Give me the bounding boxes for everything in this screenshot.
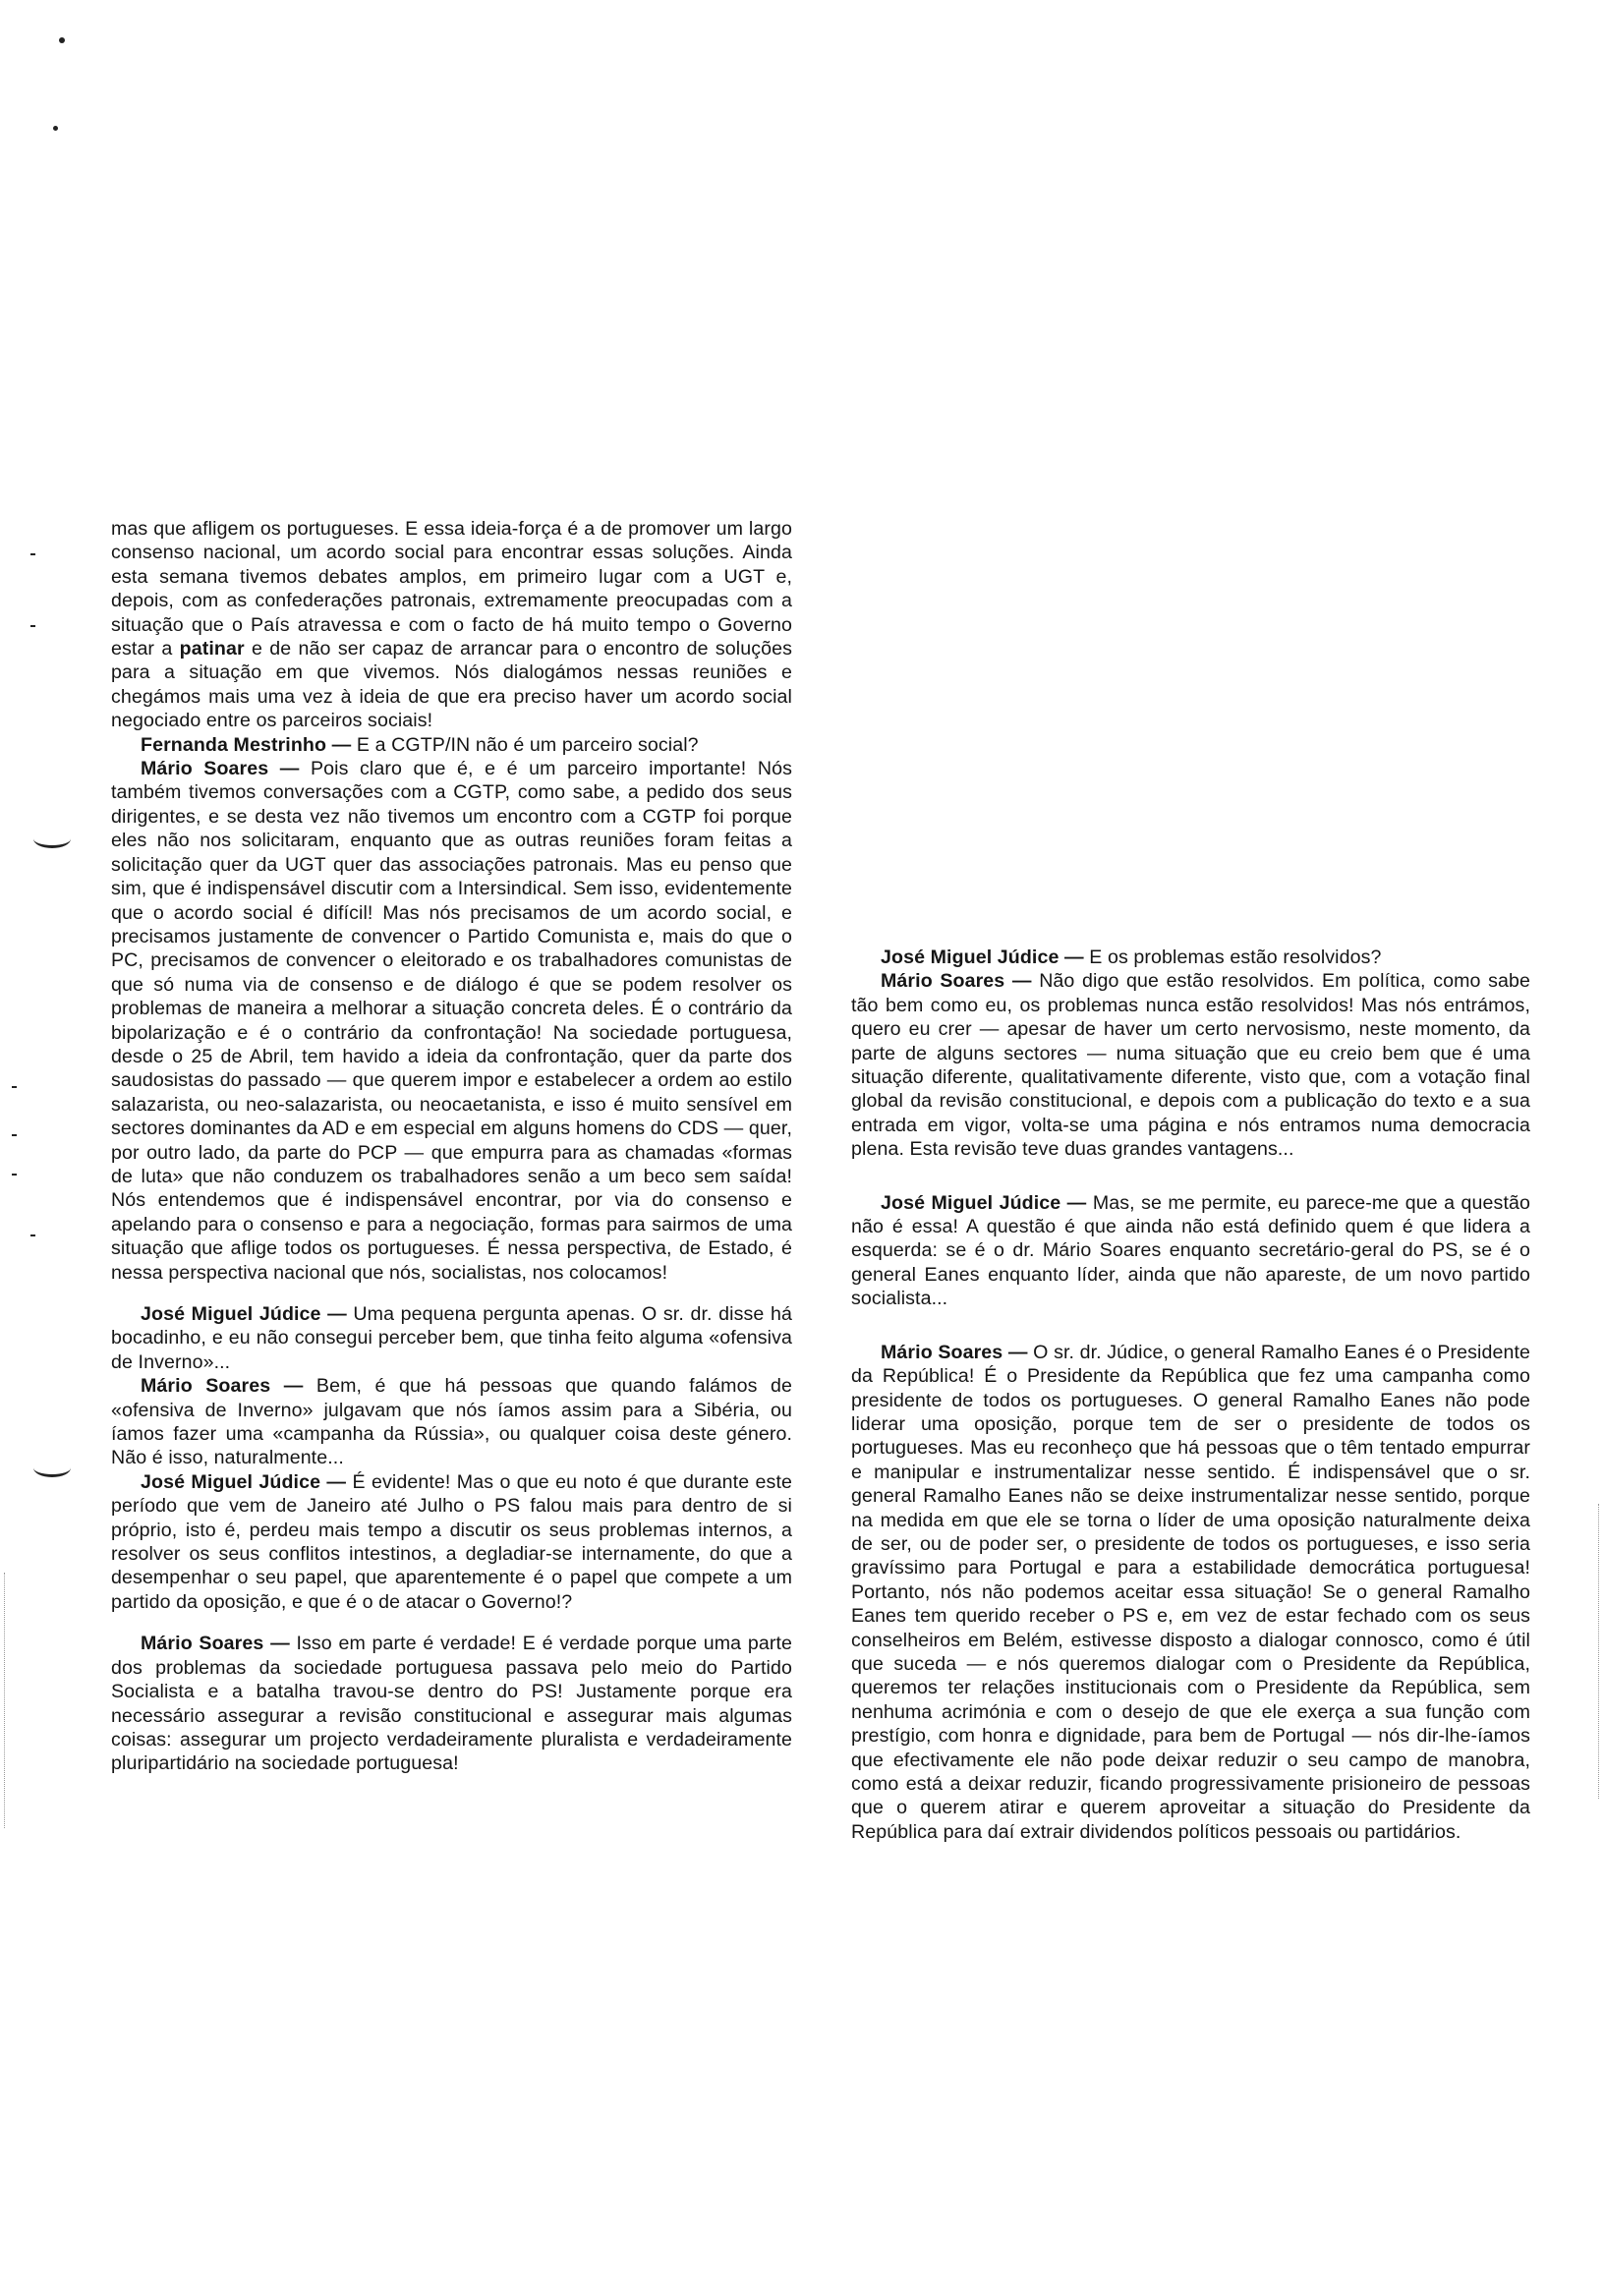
speaker-name: Mário Soares <box>141 758 269 780</box>
paragraph <box>111 733 792 757</box>
paragraph <box>851 1191 1530 1311</box>
paragraph-text: Isso em parte é verdade! E é verdade porque uma parte dos problemas da sociedade portuguesa passava pelo meio do Partido Socialista e a batalha travou-se dentro do PS! Justamente porque era necessário assegurar a revisão constitucional e assegurar mais algumas coisas: assegurar um projecto verdadeiramente pluralista e verdadeiramente pluripartidário na sociedade portuguesa! <box>111 1633 792 1775</box>
margin-tick <box>30 1234 35 1236</box>
speaker-name: Fernanda Mestrinho <box>141 733 327 756</box>
speaker-name: José Miguel Júdice <box>141 1470 321 1493</box>
speaker-dash: — <box>268 758 311 780</box>
speaker-name: Mário Soares <box>881 970 1005 993</box>
speaker-dash: — <box>1060 1191 1093 1214</box>
margin-tick <box>12 1174 17 1176</box>
right-column <box>851 946 1530 1844</box>
paragraph <box>111 1470 792 1614</box>
paragraph-text: E os problemas estão resolvidos? <box>1089 947 1382 968</box>
margin-tick <box>12 1134 17 1136</box>
right-edge-dots <box>1598 1504 1601 1799</box>
speaker-dash: — <box>1002 1341 1034 1363</box>
paragraph <box>111 517 792 733</box>
speaker-dash: — <box>1059 947 1090 968</box>
paragraph-text: e de não ser capaz de arrancar para o encontro de soluções para a situação em que vivemos. Nós dialogámos nessas reuniões e chegámos mais uma vez à ideia de que era preciso haver um acordo social negociado entre os parceiros sociais! <box>111 638 792 732</box>
speaker-dash: — <box>326 733 357 756</box>
paragraph-text: Uma pequena pergunta apenas. O sr. dr. disse há bocadinho, e eu não consegui perceber bem, que tinha feito alguma «ofensiva de Inverno»... <box>111 1303 792 1373</box>
paragraph-text: Pois claro que é, e é um parceiro importante! Nós também tivemos conversações com a CGTP, como sabe, a pedido dos seus dirigentes, e se desta vez não tivemos um encontro com a CGTP foi porque eles não nos solicitaram, enquanto que as outras reuniões foram feitas a solicitação quer da UGT quer das associações patronais. Mas eu penso que sim, que é indispensável discutir com a Intersindical. Sem isso, evidentemente que o acordo social é difícil! Mas nós precisamos de um acordo social, e precisamos justamente de convencer o Partido Comunista e, mais do que o PC, precisamos de convencer o eleitorado e os trabalhadores comunistas de que só numa via de consenso e de diálogo é que se podem resolver os problemas de maneira a melhorar a situação concreta deles. É o contrário da bipolarização e é o contrário da confrontação! Na sociedade portuguesa, desde o 25 de Abril, tem havido a ideia da confrontação, quer da parte dos saudosistas do passado — que querem impor e estabelecer a ordem ao estilo salazarista, ou neo-salazarista, ou neocaetanista, e isso é muito sensível em sectores dominantes da AD e em especial em alguns homens do CDS — quer, por outro lado, da parte do PCP — que empurra para as chamadas «formas de luta» que não conduzem os trabalhadores senão a um beco sem saída! Nós entendemos que é indispensável encontrar, por via do consenso e apelando para o consenso e para a negociação, formas para sairmos de uma situação que aflige todos os portugueses. É nessa perspectiva, de Estado, é nessa perspectiva nacional que nós, socialistas, nos colocamos! <box>111 758 792 1284</box>
speaker-name: José Miguel Júdice <box>141 1303 321 1325</box>
speaker-dash: — <box>320 1470 353 1493</box>
margin-dot <box>59 37 65 43</box>
paragraph-text: Mas, se me permite, eu parece-me que a questão não é essa! A questão é que ainda não está definido quem é que lidera a esquerda: se é o dr. Mário Soares enquanto secretário-geral do PS, se é o general Eanes enquanto líder, ainda que não apareste, de um novo partido socialista... <box>851 1191 1530 1310</box>
paragraph <box>851 969 1530 1161</box>
paragraph <box>851 946 1530 969</box>
margin-arc <box>33 830 71 848</box>
paragraph-text: É evidente! Mas o que eu noto é que durante este período que vem de Janeiro até Julho o PS falou mais para dentro de si próprio, isto é, perdeu mais tempo a discutir os seus problemas internos, a resolver os seus conflitos intestinos, a degladiar-se internamente, do que a desempenhar o seu papel, que aparentemente é o papel que compete a um partido da oposição, e que é o de atacar o Governo!? <box>111 1470 792 1613</box>
emphasis-text: patinar <box>179 638 245 660</box>
speaker-name: Mário Soares <box>141 1375 271 1398</box>
margin-tick <box>12 1086 17 1088</box>
paragraph <box>111 1302 792 1374</box>
margin-tick <box>30 553 35 555</box>
paragraph-text: mas que afligem os portugueses. E essa ideia-força é a de promover um largo consenso nacional, um acordo social para encontrar essas soluções. Ainda esta semana tivemos debates amplos, em primeiro lugar com a UGT e, depois, com as confederações patronais, extremamente preocupadas com a situação que o País atravessa e com o facto de há muito tempo o Governo estar a <box>111 518 792 660</box>
paragraph <box>851 1341 1530 1845</box>
paragraph <box>111 757 792 1285</box>
speaker-dash: — <box>1004 970 1040 993</box>
margin-arc <box>33 1459 71 1477</box>
left-column <box>111 517 792 1776</box>
margin-dot <box>53 126 58 131</box>
margin-tick <box>30 625 35 627</box>
paragraph <box>111 1632 792 1775</box>
paragraph-text: Não digo que estão resolvidos. Em política, como sabe tão bem como eu, os problemas nunca estão resolvidos! Mas nós entrámos, quero eu crer — apesar de haver um certo nervosismo, neste momento, da parte de alguns sectores — numa situação que eu creio bem que é uma situação diferente, qualitativamente diferente, visto que, com a votação final global da revisão constitucional, e depois com a publicação do texto e a sua entrada em vigor, volta-se uma página e nós entramos numa democracia plena. Esta revisão teve duas grandes vantagens... <box>851 970 1530 1161</box>
paragraph-text: Bem, é que há pessoas que quando falámos de «ofensiva de Inverno» julgavam que nós íamos assim para a Sibéria, ou íamos fazer uma «campanha da Rússia», ou qualquer coisa deste género. Não é isso, naturalmente... <box>111 1375 792 1469</box>
speaker-name: José Miguel Júdice <box>881 1191 1061 1214</box>
speaker-name: Mário Soares <box>881 1341 1003 1363</box>
left-edge-dots <box>4 1573 7 1828</box>
paragraph-text: E a CGTP/IN não é um parceiro social? <box>356 733 699 756</box>
speaker-dash: — <box>263 1633 297 1655</box>
speaker-dash: — <box>320 1303 354 1325</box>
paragraph <box>111 1374 792 1470</box>
speaker-name: José Miguel Júdice <box>881 947 1060 968</box>
paragraph-text: O sr. dr. Júdice, o general Ramalho Eanes é o Presidente da República! É o Presidente da República que fez uma campanha como presidente de todos os portugueses. O general Ramalho Eanes não pode liderar uma oposição, porque tem de ser o presidente de todos os portugueses. Mas eu reconheço que há pessoas que o têm tentado empurrar e manipular e instrumentalizar nesse sentido. É indispensável que o sr. general Ramalho Eanes não se deixe instrumentalizar nesse sentido, porque na medida em que ele se torna o líder de uma oposição naturalmente deixa de ser, ou de poder ser, o presidente de todos os portugueses, e isso seria gravíssimo para Portugal e para a estabilidade democrática portuguesa! Portanto, nós não podemos aceitar essa situação! Se o general Ramalho Eanes tem querido receber o PS e, em vez de estar fechado com os seus conselheiros em Belém, estivesse disposto a dialogar connosco, como é útil que suceda — e nós queremos dialogar com o Presidente da República, queremos ter relações institucionais com o Presidente da República, sem nenhuma acrimónia e com o desejo de que ele exerça a sua função com prestígio, com honra e dignidade, para bem de Portugal — nós dir-lhe-íamos que efectivamente ele não pode deixar reduzir o seu campo de manobra, como está a deixar reduzir, ficando progressivamente prisioneiro de pessoas que o querem atirar e querem aproveitar a situação do Presidente da República para daí extrair dividendos políticos pessoais ou partidários. <box>851 1341 1530 1843</box>
speaker-dash: — <box>270 1375 316 1398</box>
speaker-name: Mário Soares <box>141 1633 264 1655</box>
